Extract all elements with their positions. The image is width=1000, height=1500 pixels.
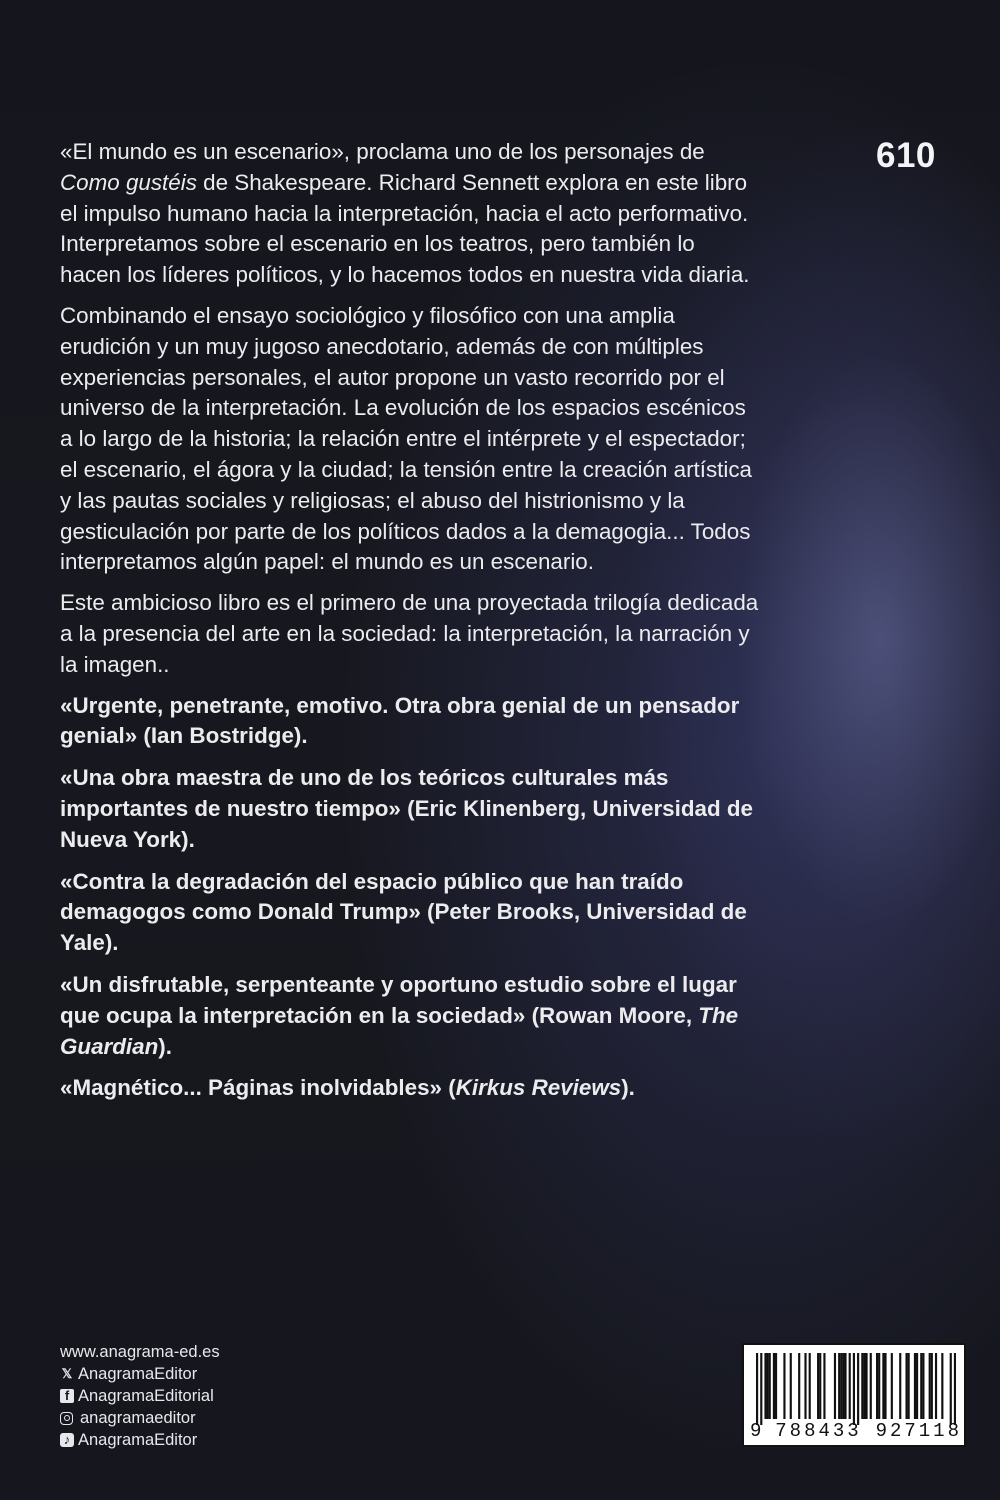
barcode-bar [891, 1353, 893, 1419]
barcode-bar [804, 1353, 806, 1419]
tiktok-icon: ♪ [60, 1433, 74, 1447]
barcode-bar [950, 1353, 952, 1425]
barcode-bar [809, 1353, 811, 1419]
barcode-bar [861, 1353, 863, 1419]
synopsis-paragraph: Combinando el ensayo sociológico y filosófico con una amplia erudición y un muy jugoso anecdotario, además de con múltiples experiencias personales, el autor propone un vasto recorrido por el universo de la interpretación. La evolución de los espacios escénicos a lo largo de la historia; la relación entre el intérprete y el espectador; el escenario, el ágora y la ciudad; la tensión entre la creación artística y las pautas sociales y religiosas; el abuso del histrionismo y la gesticulación por parte de los políticos dados a la demagogia... Todos interpretamos algún papel: el mundo es un escenario. [60, 302, 753, 575]
review-quote: «Contra la degradación del espacio público que han traído demagogos como Donald Trump» (Peter Brooks, Universidad de Yale). [60, 868, 747, 956]
isbn-barcode [742, 1343, 966, 1447]
barcode-bar [844, 1353, 846, 1419]
barcode-bar [838, 1353, 840, 1419]
barcode-bar [916, 1353, 918, 1419]
synopsis-paragraph: Este ambicioso libro es el primero de una proyectada trilogía dedicada a la presencia del arte en la sociedad: la interpretación, la narración y la imagen.. [60, 590, 759, 677]
review-quote: «Un disfrutable, serpenteante y oportuno estudio sobre el lugar que ocupa la interpretación en la sociedad» (Rowan Moore, The Guardian). [60, 971, 739, 1059]
barcode-bar [878, 1353, 880, 1419]
publication-name: The Guardian [60, 1002, 739, 1059]
instagram-icon [60, 1412, 73, 1425]
barcode-bar [882, 1353, 884, 1419]
tiktok-link[interactable]: ♪ AnagramaEditor [60, 1429, 220, 1451]
barcode-bar [764, 1353, 766, 1419]
barcode-bar [899, 1353, 901, 1419]
isbn-digits: 9 788433 927118 [750, 1420, 962, 1442]
barcode-bar [783, 1353, 785, 1419]
barcode-bar [823, 1353, 825, 1419]
x-link[interactable]: 𝕏 AnagramaEditor [61, 1365, 198, 1383]
barcode-bar [865, 1353, 867, 1419]
barcode-bar [790, 1353, 792, 1419]
barcode-bar [834, 1353, 836, 1419]
barcode-bar [941, 1353, 943, 1419]
barcode-bar [870, 1353, 872, 1419]
facebook-link[interactable]: f AnagramaEditorial [60, 1385, 220, 1407]
barcode-bar [876, 1353, 878, 1419]
barcode-bar [922, 1353, 924, 1419]
barcode-bar [840, 1353, 842, 1419]
barcode-bar [760, 1353, 762, 1425]
barcode-bars [756, 1353, 956, 1425]
x-icon: 𝕏 [61, 1366, 73, 1381]
barcode-bar [775, 1353, 777, 1419]
website-link[interactable]: www.anagrama-ed.es [60, 1343, 220, 1361]
barcode-bar [756, 1353, 758, 1425]
barcode-bar [798, 1353, 800, 1419]
barcode-bar [905, 1353, 907, 1419]
instagram-link[interactable]: anagramaeditor [60, 1407, 220, 1429]
barcode-bar [929, 1353, 931, 1419]
barcode-bar [842, 1353, 844, 1419]
barcode-bar [819, 1353, 821, 1419]
barcode-bar [920, 1353, 922, 1419]
barcode-bar [767, 1353, 769, 1419]
barcode-bar [817, 1353, 819, 1419]
barcode-bar [863, 1353, 865, 1419]
publication-name: Kirkus Reviews [455, 1075, 622, 1101]
barcode-bar [931, 1353, 933, 1419]
social-links [60, 1341, 220, 1451]
barcode-bar [884, 1353, 886, 1419]
play-title: Como gustéis [60, 169, 197, 195]
review-quote: «Una obra maestra de uno de los teóricos culturales más importantes de nuestro tiempo» (Eric Klinenberg, Universidad de Nueva York). [60, 765, 754, 852]
synopsis-paragraph: «El mundo es un escenario», proclama uno de los personajes de Como gustéis de Shakespeare. Richard Sennett explora en este libro el impulso humano hacia la interpretación, hacia el acto performativo. Interpretamos sobre el escenario en los teatros, pero también lo hacen los líderes políticos, y lo hacemos todos en nuestra vida diaria. [60, 139, 750, 288]
back-cover-text [60, 137, 760, 1115]
review-quote: «Magnético... Páginas inolvidables» (Kirkus Reviews). [60, 1075, 635, 1101]
barcode-bar [935, 1353, 937, 1419]
facebook-icon: f [60, 1389, 74, 1403]
barcode-bar [849, 1353, 851, 1419]
review-quote: «Urgente, penetrante, emotivo. Otra obra genial de un pensador genial» (Ian Bostridge). [60, 692, 740, 749]
barcode-bar [914, 1353, 916, 1419]
barcode-bar [857, 1353, 859, 1425]
barcode-bar [954, 1353, 956, 1425]
barcode-bar [908, 1353, 910, 1419]
series-number: 610 [876, 136, 936, 175]
barcode-bar [773, 1353, 775, 1419]
barcode-bar [853, 1353, 855, 1425]
barcode-bar [769, 1353, 771, 1419]
